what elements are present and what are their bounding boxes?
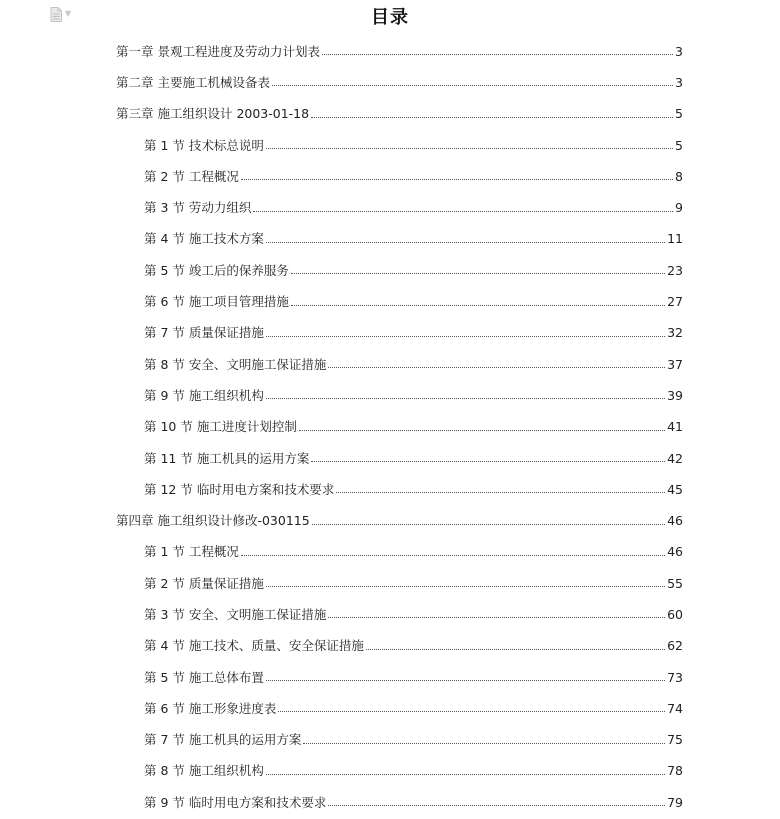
toc-entry-label: 第四章 施工组织设计修改-030115 — [116, 513, 310, 529]
toc-entry-label: 第 4 节 施工技术方案 — [144, 231, 264, 247]
toc-section-entry[interactable] — [0, 161, 780, 192]
toc-page-number: 32 — [667, 325, 683, 341]
toc-page-number: 9 — [675, 200, 683, 216]
toc-page-number: 46 — [667, 544, 683, 560]
page-title: 目录 — [371, 7, 409, 28]
toc-page-number: 74 — [667, 700, 683, 716]
dot-leader — [266, 680, 665, 681]
toc-entry-label: 第 2 节 工程概况 — [144, 168, 239, 184]
toc-entry-label: 第 5 节 施工总体布置 — [144, 669, 264, 685]
toc-entry-label: 第 1 节 工程概况 — [144, 544, 239, 560]
toc-chapter-entry[interactable] — [0, 99, 780, 130]
toc-page-number: 5 — [675, 137, 683, 153]
toc-section-entry[interactable] — [0, 693, 780, 724]
toc-page-number: 3 — [675, 74, 683, 90]
toc-entry-label: 第 8 节 施工组织机构 — [144, 763, 264, 779]
toc-entry-label: 第 5 节 竣工后的保养服务 — [144, 262, 289, 278]
toc-section-entry[interactable] — [0, 130, 780, 161]
toc-section-entry[interactable] — [0, 443, 780, 474]
toc-section-entry[interactable] — [0, 255, 780, 286]
dot-leader — [366, 649, 665, 650]
dot-leader — [241, 179, 673, 180]
toc-entry-label: 第 4 节 施工技术、质量、安全保证措施 — [144, 638, 364, 654]
dot-leader — [291, 273, 665, 274]
dot-leader — [266, 774, 665, 775]
toc-section-entry[interactable] — [0, 568, 780, 599]
toc-chapter-entry[interactable] — [0, 67, 780, 98]
toc-section-entry[interactable] — [0, 537, 780, 568]
toc-page-number: 45 — [667, 481, 683, 497]
toc-section-entry[interactable] — [0, 599, 780, 630]
dot-leader — [266, 148, 673, 149]
dot-leader — [291, 305, 665, 306]
toc-section-entry[interactable] — [0, 412, 780, 443]
dot-leader — [266, 336, 665, 337]
toc-entry-label: 第 9 节 临时用电方案和技术要求 — [144, 794, 327, 810]
dot-leader — [328, 367, 665, 368]
toc-page-number: 3 — [675, 43, 683, 59]
toc-page-number: 5 — [675, 106, 683, 122]
toc-page-number: 11 — [667, 231, 683, 247]
toc-entry-label: 第 8 节 安全、文明施工保证措施 — [144, 356, 327, 372]
toc-page-number: 37 — [667, 356, 683, 372]
dot-leader — [322, 54, 673, 55]
toc-page-number: 73 — [667, 669, 683, 685]
toc-section-entry[interactable] — [0, 725, 780, 756]
toc-section-entry[interactable] — [0, 787, 780, 818]
toc-entry-label: 第 6 节 施工形象进度表 — [144, 700, 277, 716]
toc-entry-label: 第 7 节 质量保证措施 — [144, 325, 264, 341]
toc-page-number: 78 — [667, 763, 683, 779]
toc-section-entry[interactable] — [0, 474, 780, 505]
dot-leader — [328, 617, 665, 618]
toc-entry-label: 第 7 节 施工机具的运用方案 — [144, 732, 302, 748]
toc-entry-label: 第 6 节 施工项目管理措施 — [144, 294, 289, 310]
dot-leader — [312, 524, 665, 525]
toc-entry-label: 第 2 节 质量保证措施 — [144, 575, 264, 591]
toc-entry-label: 第 12 节 临时用电方案和技术要求 — [144, 481, 335, 497]
toc-page-number: 75 — [667, 732, 683, 748]
toc-section-entry[interactable] — [0, 286, 780, 317]
toc-chapter-entry[interactable] — [0, 36, 780, 67]
toc-section-entry[interactable] — [0, 631, 780, 662]
toc-page-number: 39 — [667, 387, 683, 403]
toc-section-entry[interactable] — [0, 349, 780, 380]
toc-entry-label: 第 11 节 施工机具的运用方案 — [144, 450, 310, 466]
table-of-contents — [0, 36, 780, 818]
dot-leader — [303, 743, 665, 744]
dot-leader — [266, 586, 665, 587]
toc-page-number: 46 — [667, 513, 683, 529]
dot-leader — [311, 117, 673, 118]
dot-leader — [299, 430, 665, 431]
toc-page-number: 41 — [667, 419, 683, 435]
dot-leader — [328, 805, 665, 806]
toc-section-entry[interactable] — [0, 662, 780, 693]
toc-entry-label: 第一章 景观工程进度及劳动力计划表 — [116, 43, 320, 59]
toc-entry-label: 第 3 节 劳动力组织 — [144, 200, 252, 216]
dropdown-arrow-icon: ▼ — [65, 9, 72, 18]
dot-leader — [311, 461, 665, 462]
toc-section-entry[interactable] — [0, 756, 780, 787]
dot-leader — [272, 85, 673, 86]
toc-page-number: 79 — [667, 794, 683, 810]
dot-leader — [278, 711, 665, 712]
toc-entry-label: 第二章 主要施工机械设备表 — [116, 74, 270, 90]
dot-leader — [253, 211, 673, 212]
toc-page-number: 8 — [675, 168, 683, 184]
toc-page-number: 55 — [667, 575, 683, 591]
dot-leader — [266, 398, 665, 399]
toc-section-entry[interactable] — [0, 224, 780, 255]
dot-leader — [266, 242, 665, 243]
toc-section-entry[interactable] — [0, 380, 780, 411]
toc-page-number: 62 — [667, 638, 683, 654]
toc-entry-label: 第 3 节 安全、文明施工保证措施 — [144, 606, 327, 622]
dot-leader — [241, 555, 665, 556]
toc-chapter-entry[interactable] — [0, 505, 780, 536]
toc-entry-label: 第三章 施工组织设计 2003-01-18 — [116, 106, 310, 122]
toc-entry-label: 第 10 节 施工进度计划控制 — [144, 419, 297, 435]
toc-page-number: 60 — [667, 606, 683, 622]
toc-page-number: 27 — [667, 294, 683, 310]
toc-section-entry[interactable] — [0, 318, 780, 349]
toc-page-number: 42 — [667, 450, 683, 466]
toc-page-number: 23 — [667, 262, 683, 278]
toc-section-entry[interactable] — [0, 192, 780, 223]
toc-entry-label: 第 9 节 施工组织机构 — [144, 387, 264, 403]
dot-leader — [336, 492, 665, 493]
toc-entry-label: 第 1 节 技术标总说明 — [144, 137, 264, 153]
